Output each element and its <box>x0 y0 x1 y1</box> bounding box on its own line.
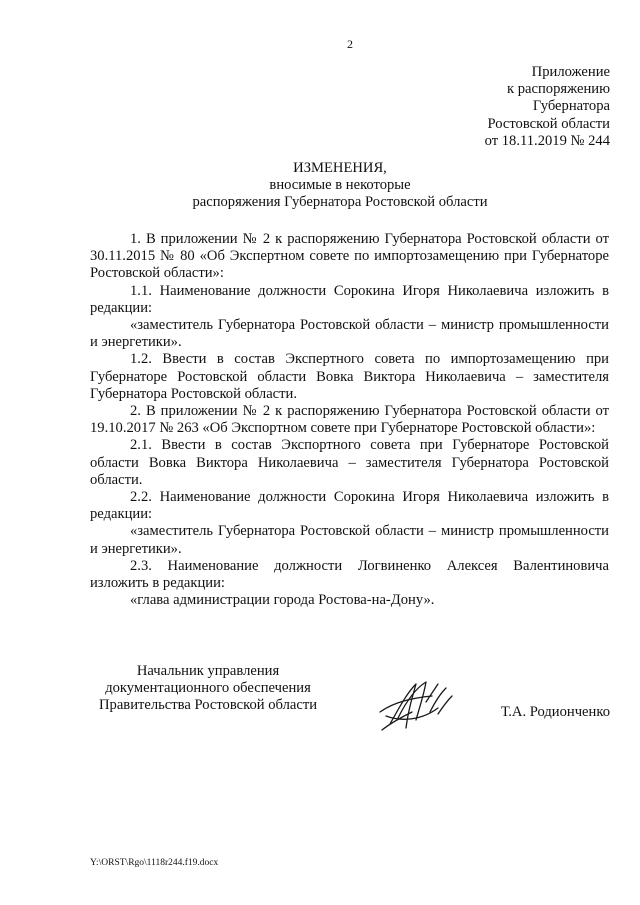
paragraph-1-1-text: «заместитель Губернатора Ростовской области – министр промышленности и энергетики». <box>90 317 609 351</box>
appendix-date-line: от 18.11.2019 № 244 <box>484 132 610 149</box>
appendix-line: Губернатора <box>532 98 610 115</box>
paragraph-1-2: 1.2. Ввести в состав Экспертного совета по импортозамещению при Губернаторе Ростовской области Вовка Виктора Николаевича – заместителя Губернатора Ростовской области. <box>90 351 609 402</box>
paragraph-2: 2. В приложении № 2 к распоряжению Губернатора Ростовской области от 19.10.2017 № 263 «Об Экспортном совете при Губернаторе Ростовской области»: <box>90 403 609 437</box>
handwritten-signature <box>372 672 472 742</box>
signer-title-line: Правительства Ростовской области <box>98 697 318 714</box>
title-subtitle: вносимые в некоторые <box>269 177 411 194</box>
appendix-line: к распоряжению <box>507 81 610 98</box>
title-heading: ИЗМЕНЕНИЯ, <box>293 160 387 176</box>
signer-title <box>88 663 328 715</box>
appendix-line: Ростовской области <box>487 115 610 132</box>
paragraph-1: 1. В приложении № 2 к распоряжению Губернатора Ростовской области от 30.11.2015 № 80 «Об Экспертном совете по импортозамещению при Губернаторе Ростовской области»: <box>90 231 609 282</box>
document-title <box>140 160 540 212</box>
page-number: 2 <box>347 37 353 51</box>
paragraph-2-2-text: «заместитель Губернатора Ростовской области – министр промышленности и энергетики». <box>90 523 609 557</box>
paragraph-2-3: 2.3. Наименование должности Логвиненко Алексея Валентиновича изложить в редакции: <box>90 557 609 592</box>
paragraph-2-2: 2.2. Наименование должности Сорокина Игоря Николаевича изложить в редакции: <box>90 489 609 523</box>
paragraph-1-1: 1.1. Наименование должности Сорокина Игоря Николаевича изложить в редакции: <box>90 282 609 316</box>
document-body <box>90 231 609 609</box>
signer-name: Т.А. Родионченко <box>500 704 610 720</box>
file-path: Y:\ORST\Rgo\1118r244.f19.docx <box>90 858 219 868</box>
appendix-line: Приложение <box>531 64 610 80</box>
signer-title-line: документационного обеспечения <box>105 680 311 697</box>
title-subtitle: распоряжения Губернатора Ростовской области <box>192 194 488 211</box>
paragraph-2-1: 2.1. Ввести в состав Экспортного совета при Губернаторе Ростовской области Вовка Виктора Николаевича – заместителя Губернатора Ростовской области. <box>90 437 609 488</box>
paragraph-2-3-text: «глава администрации города Ростова-на-Дону». <box>130 592 435 609</box>
signer-title-line: Начальник управления <box>136 663 280 679</box>
appendix-header <box>430 64 610 150</box>
